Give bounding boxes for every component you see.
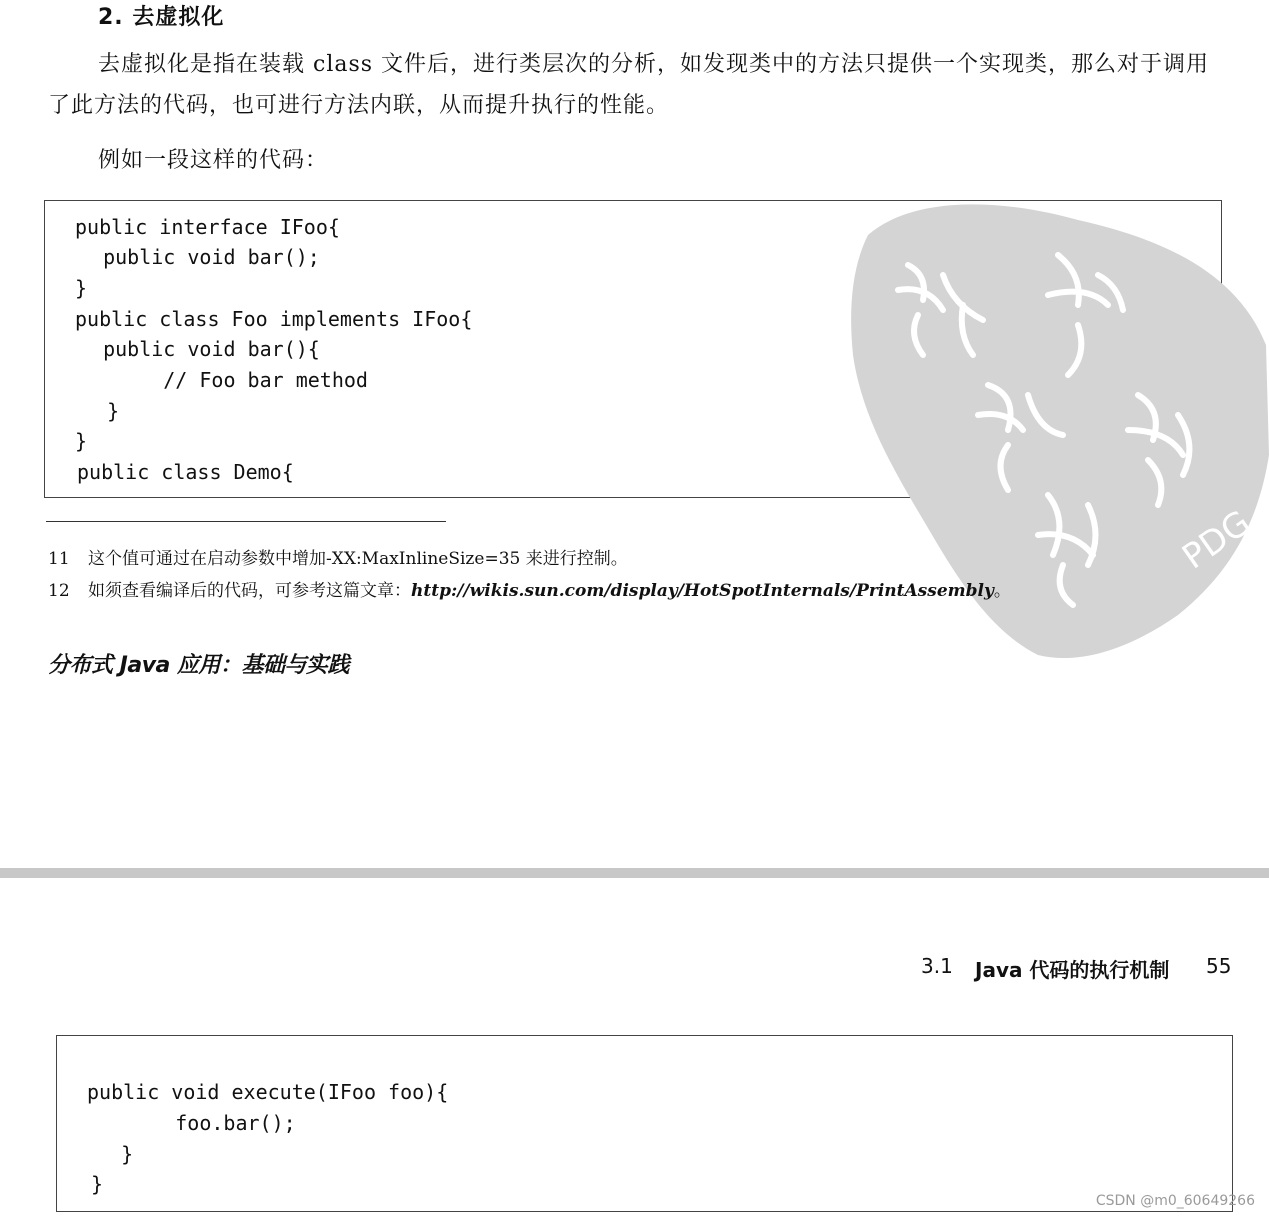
book-title-footer: 分布式 Java 应用：基础与实践 <box>48 653 350 678</box>
code-line: } <box>75 276 88 300</box>
running-header-page-number: 55 <box>1206 954 1232 978</box>
code-line: } <box>97 1142 134 1166</box>
footnote-number: 11 <box>48 549 70 569</box>
stamp-pdg-text: PDG <box>1175 502 1258 578</box>
footnote-end: 。 <box>993 581 1011 601</box>
code-line: public void bar(){ <box>79 337 320 361</box>
footnote-text: 如须查看编译后的代码，可参考这篇文章： <box>88 581 411 601</box>
code-line: public interface IFoo{ <box>75 215 340 239</box>
section-heading: 2. 去虚拟化 <box>98 5 225 30</box>
running-header-title: Java 代码的执行机制 <box>975 958 1170 982</box>
footnote-number: 12 <box>48 581 70 601</box>
code-line: public class Demo{ <box>77 460 294 484</box>
paragraph-devirtualization-text: 去虚拟化是指在装载 class 文件后，进行类层次的分析，如发现类中的方法只提供一个实现类，那么对于调用了此方法的代码，也可进行方法内联，从而提升执行的性能。 <box>48 52 1210 118</box>
code-line: // Foo bar method <box>91 368 368 392</box>
code-block-execute <box>56 1035 1233 1212</box>
code-line: foo.bar(); <box>103 1111 296 1135</box>
footnote-12 <box>48 576 1011 601</box>
footnote-11 <box>48 544 628 569</box>
footnote-text: 这个值可通过在启动参数中增加-XX:MaxInlineSize=35 来进行控制。 <box>88 549 628 569</box>
code-line: public class Foo implements IFoo{ <box>75 307 473 331</box>
code-line: } <box>75 429 88 453</box>
paragraph-example-intro: 例如一段这样的代码： <box>98 148 329 173</box>
code-line: } <box>91 1172 104 1196</box>
code-line: } <box>83 399 120 423</box>
running-header-section: 3.1 <box>921 954 953 978</box>
csdn-watermark: CSDN @m0_60649266 <box>1095 1193 1255 1209</box>
footnote-divider <box>46 521 446 522</box>
code-line: public void execute(IFoo foo){ <box>87 1080 449 1104</box>
paragraph-devirtualization <box>48 44 1223 126</box>
footnote-url: http://wikis.sun.com/display/HotSpotInternals/PrintAssembly <box>411 581 994 601</box>
code-line: public void bar(); <box>79 245 320 269</box>
page-separator <box>0 868 1269 878</box>
